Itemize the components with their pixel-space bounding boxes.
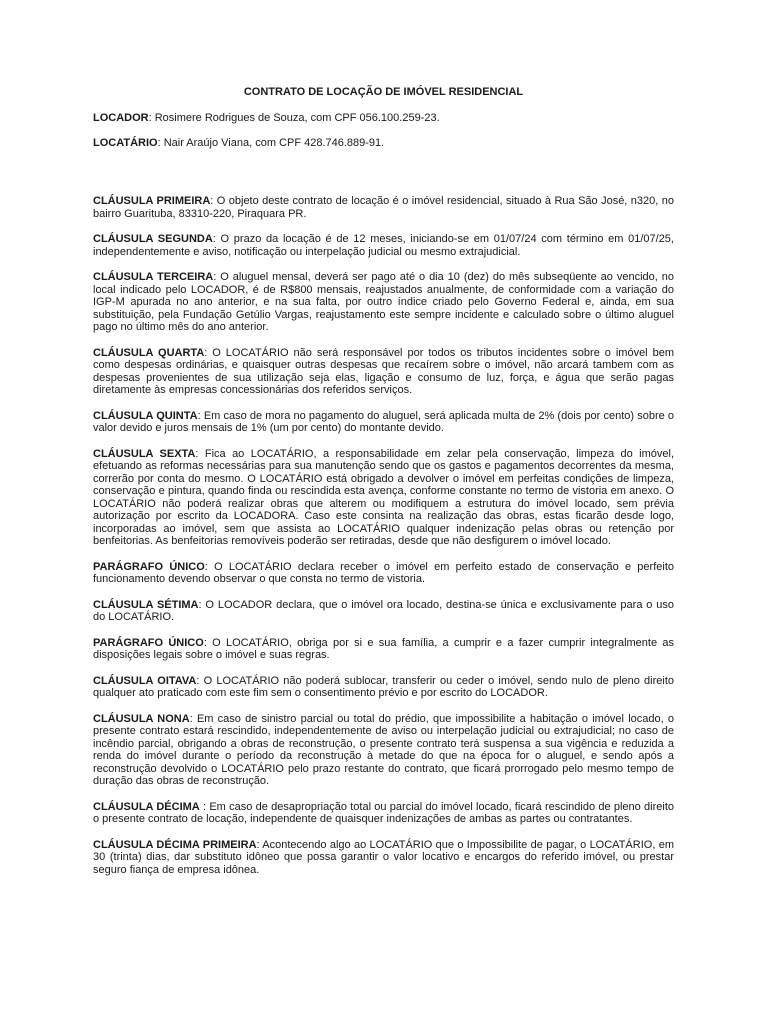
clause-label: CLÁUSULA SÉTIMA xyxy=(93,598,199,611)
clause-text: : O LOCATÁRIO, obriga por si e sua família, a cumprir e a fazer cumprir integralmente as disposições legais sobre o imóvel e suas regras. xyxy=(93,636,674,661)
clause-decima xyxy=(93,801,674,826)
clause-label: CLÁUSULA DÉCIMA xyxy=(93,800,200,813)
clause-label: CLÁUSULA PRIMEIRA xyxy=(93,195,211,207)
party-locador xyxy=(93,112,674,125)
paragrafo-unico-2 xyxy=(93,637,674,662)
clause-segunda xyxy=(93,233,674,258)
clause-text: : O LOCADOR declara, que o imóvel ora locado, destina-se única e exclusivamente para o uso do LOCATÁRIO. xyxy=(93,598,675,623)
party-label: LOCATÁRIO xyxy=(93,137,158,149)
paragrafo-unico-1 xyxy=(93,561,674,586)
clause-label: PARÁGRAFO ÚNICO xyxy=(93,560,205,573)
clause-text: : O LOCATÁRIO não poderá sublocar, transferir ou ceder o imóvel, sendo nulo de pleno direito qualquer ato praticado com este fim sem o consentimento prévio e por escrito do LOCADOR. xyxy=(93,674,675,699)
clause-label: CLÁUSULA QUINTA xyxy=(93,409,198,422)
clause-label: CLÁUSULA DÉCIMA PRIMEIRA xyxy=(93,838,257,851)
clause-terceira xyxy=(93,271,674,334)
clause-oitava xyxy=(93,675,674,700)
clause-text: : O aluguel mensal, deverá ser pago até o dia 10 (dez) do mês subseqüente ao vencido, no local indicado pelo LOCADOR, é de R$800 mensais, reajustados anualmente, de conformidade com a variação do IGP-M apurada no ano anterior, e na sua falta, por outro índice criado pelo Governo Federal e, ainda, em sua substituição, pela Fundação Getúlio Vargas, reajustamento este sempre incidente e calculado sobre o último aluguel pago no último mês do ano anterior. xyxy=(93,271,674,333)
clause-text: : Em caso de mora no pagamento do aluguel, será aplicada multa de 2% (dois por cento) sobre o valor devido e juros mensais de 1% (um por cento) do montante devido. xyxy=(93,409,675,434)
clause-label: PARÁGRAFO ÚNICO xyxy=(93,636,204,649)
clause-text: : Em caso de desapropriação total ou parcial do imóvel locado, ficará rescindido de pleno direito o presente contrato de locação, independente de quaisquer indenizações de ambas as partes ou contratantes. xyxy=(93,800,675,825)
clause-label: CLÁUSULA TERCEIRA xyxy=(93,271,214,283)
party-text: : Rosimere Rodrigues de Souza, com CPF 056.100.259-23. xyxy=(148,112,440,124)
clause-quarta xyxy=(93,347,674,397)
clause-text: : O prazo da locação é de 12 meses, iniciando-se em 01/07/24 com término em 01/07/25, independentemente e aviso, notificação ou interpelação judicial ou mesmo extrajudicial. xyxy=(93,233,674,258)
clause-label: CLÁUSULA NONA xyxy=(93,712,190,725)
party-locatario xyxy=(93,137,674,150)
clause-nona xyxy=(93,713,674,788)
clause-decima-primeira xyxy=(93,839,674,877)
clause-text: : Acontecendo algo ao LOCATÁRIO que o Impossibilite de pagar, o LOCATÁRIO, em 30 (trinta) dias, dar substituto idôneo que possa garantir o valor locativo e encargos do referido imóvel, ou prestar seguro fiança de empresa idônea. xyxy=(93,838,674,876)
clause-label: CLÁUSULA SEGUNDA xyxy=(93,233,213,245)
document-title: CONTRATO DE LOCAÇÃO DE IMÓVEL RESIDENCIAL xyxy=(243,86,524,98)
clause-label: CLÁUSULA SEXTA xyxy=(93,447,196,460)
clause-text: : Fica ao LOCATÁRIO, a responsabilidade em zelar pela conservação, limpeza do imóvel, efetuando as reformas necessárias para sua manutenção sendo que os gastos e pagamentos decorrentes da mesma, correrão por conta do mesmo. O LOCATÁRIO está obrigado a devolver o imóvel em perfeitas condições de limpeza, conservação e pintura, quando finda ou rescindida esta avença, conforme constante no termo de vistoria em anexo. O LOCATÁRIO não poderá realizar obras que alterem ou modifiquem a estrutura do imóvel locado, sem prévia autorização por escrito da LOCADORA. Caso este consinta na realização das obras, estas ficarão desde logo, incorporadas ao imóvel, sem que assista ao LOCATÁRIO qualquer indenização pelas obras ou retenção por benfeitorias. As benfeitorias removíveis poderão ser retiradas, desde que não desfigurem o imóvel locado. xyxy=(93,447,675,547)
clause-label: CLÁUSULA OITAVA xyxy=(93,674,197,687)
clause-text: : O LOCATÁRIO não será responsável por todos os tributos incidentes sobre o imóvel bem como despesas ordinárias, e quaisquer outras despesas que recaírem sobre o imóvel, não arcará tambem com as despesas provenientes de sua utilização seja elas, ligação e consumo de luz, força, e água que serão pagas diretamente às empresas concessionárias dos referidos serviços. xyxy=(93,346,674,396)
clause-text: : Em caso de sinistro parcial ou total do prédio, que impossibilite a habitação o imóvel locado, o presente contrato estará rescindido, independentemente de aviso ou interpelação judicial ou extrajudicial; no caso de incêndio parcial, obrigando a obras de reconstrução, o presente contrato terá suspensa a sua vigência e reduzida a renda do imóvel durante o período da reconstrução à metade do que na época for o aluguel, e sendo após a reconstrução devolvido o LOCATÁRIO pelo prazo restante do contrato, que ficará prorrogado pelo mesmo tempo de duração das obras de reconstrução. xyxy=(93,712,675,787)
clause-text: : O LOCATÁRIO declara receber o imóvel em perfeito estado de conservação e perfeito funcionamento devendo observar o que consta no termo de vistoria. xyxy=(93,560,674,585)
clause-sexta xyxy=(93,448,674,548)
party-text: : Nair Araújo Viana, com CPF 428.746.889-91. xyxy=(157,137,385,149)
party-label: LOCADOR xyxy=(93,112,149,124)
clause-label: CLÁUSULA QUARTA xyxy=(93,346,205,359)
clause-quinta xyxy=(93,410,674,435)
clause-setima xyxy=(93,599,674,624)
clause-text: : O objeto deste contrato de locação é o imóvel residencial, situado à Rua São José, n320, no bairro Guarituba, 83310-220, Piraquara PR. xyxy=(93,195,674,220)
clause-primeira xyxy=(93,195,674,220)
